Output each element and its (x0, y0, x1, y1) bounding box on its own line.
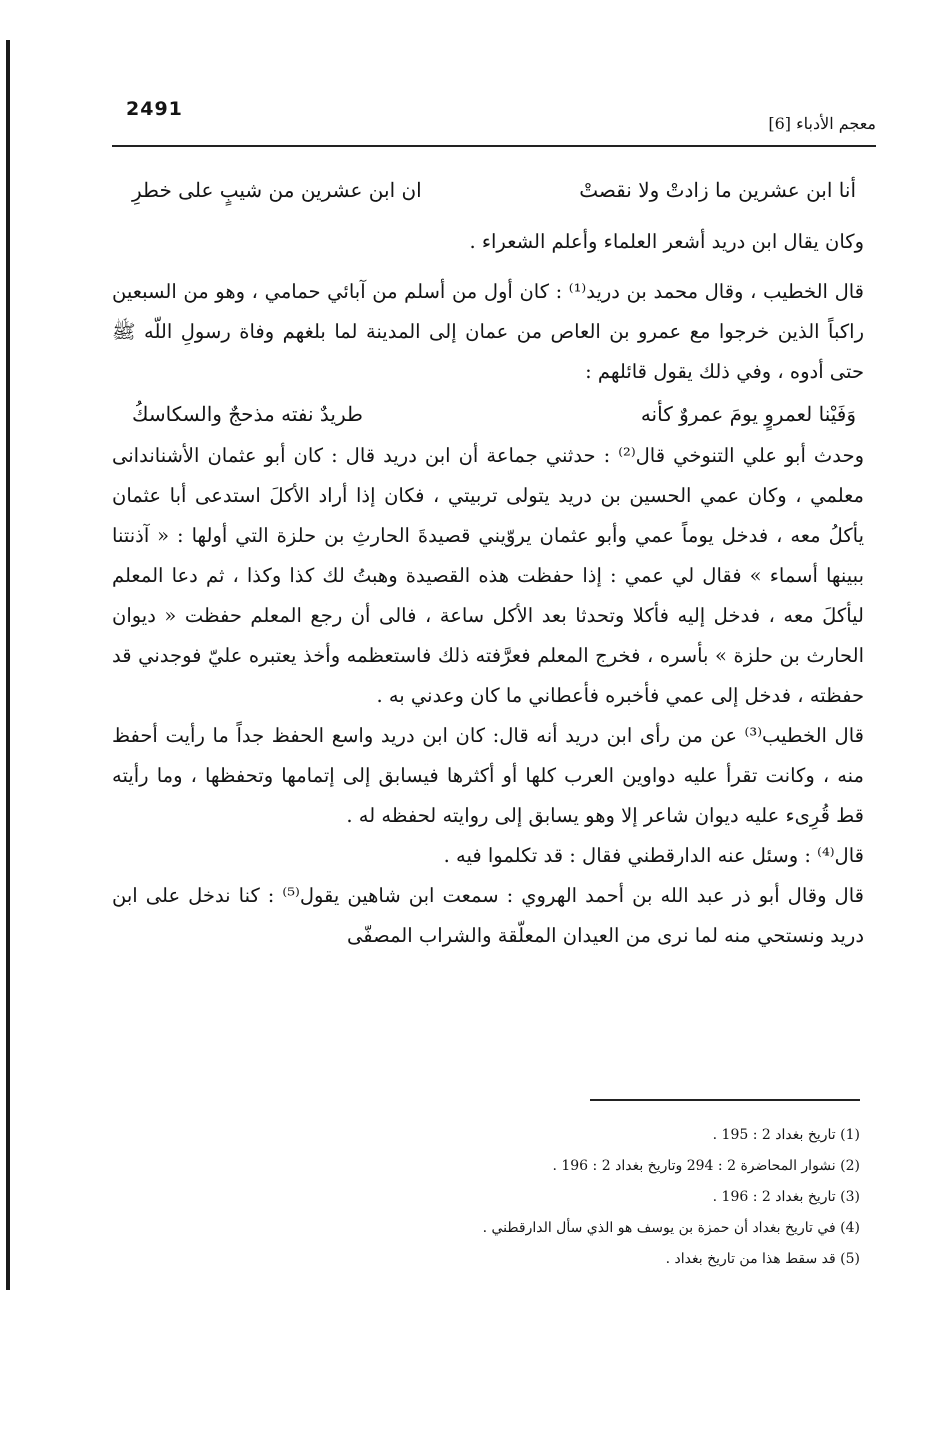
verse-1-first-hemistich: أنا ابن عشرين ما زادتْ ولا نقصتْ (579, 178, 856, 202)
footnote-2: (2) نشوار المحاضرة 2 : 294 وتاريخ بغداد 2 : 196 . (552, 1158, 860, 1174)
footnote-4: (4) في تاريخ بغداد أن حمزة بن يوسف هو الذي سأل الدارقطني . (482, 1220, 860, 1236)
verse-line-1 (112, 168, 864, 212)
verse-2-first-hemistich: وَفَيْنا لعمروٍ يومَ عمروٌ كأنه (640, 402, 856, 426)
left-margin-rule (6, 40, 10, 1290)
verse-line-2 (112, 392, 864, 436)
main-text (112, 168, 864, 956)
page-number: 2491 (126, 98, 183, 120)
footnote-3: (3) تاريخ بغداد 2 : 196 . (712, 1189, 860, 1205)
footnote-separator (590, 1099, 860, 1101)
footnote-1: (1) تاريخ بغداد 2 : 195 . (712, 1127, 860, 1143)
page-header (108, 96, 878, 138)
paragraph-6: قال وقال أبو ذر عبد الله بن أحمد الهروي : سمعت ابن شاهين يقول⁽⁵⁾ : كنا ندخل على ابن دريد ونستحي منه لما نرى من العيدان المعلّقة والشراب المصفّى (112, 884, 864, 947)
paragraph-1: وكان يقال ابن دريد أشعر العلماء وأعلم الشعراء . (469, 230, 864, 253)
paragraph-4: قال الخطيب⁽³⁾ عن من رأى ابن دريد أنه قال: كان ابن دريد واسع الحفظ جداً ما رأيت أحفظ منه ، وكانت تقرأ عليه دواوين العرب كلها أو أكثرها فيسابق إلى إتمامها وتحفظها ، وما رأيته قط قُرِىء عليه ديوان شاعر إلا وهو يسابق إلى روايته لحفظه له . (112, 724, 864, 827)
footnote-5: (5) قد سقط هذا من تاريخ بغداد . (665, 1251, 860, 1267)
footnotes (400, 1120, 860, 1275)
header-rule (112, 145, 876, 147)
paragraph-2: قال الخطيب ، وقال محمد بن دريد⁽¹⁾ : كان أول من أسلم من آبائي حمامي ، وهو من السبعين راكباً الذين خرجوا مع عمرو بن العاص من عمان إلى المدينة لما بلغهم وفاة رسولِ اللّه ﷺ حتى أدوه ، وفي ذلك يقول قائلهم : (112, 280, 865, 383)
verse-2-second-hemistich: طريدٌ نفته مذحجٌ والسكاسكُ (132, 402, 363, 426)
running-title: معجم الأدباء [6] (768, 114, 876, 133)
paragraph-3: وحدث أبو علي التنوخي قال⁽²⁾ : حدثني جماعة أن ابن دريد قال : كان أبو عثمان الأشناندانى معلمي ، وكان عمي الحسين بن دريد يتولى تربيتي ، فكان إذا أراد الأكلَ استدعى أبا عثمان يأكلُ معه ، فدخل يوماً عمي وأبو عثمان يروّيني قصيدةَ الحارثِ بن حلزة التي أولها : « آذنتنا ببينها أسماء » فقال لي عمي : إذا حفظت هذه القصيدة وهبتُ لك كذا وكذا ، ثم دعا المعلم ليأكلَ معه ، فدخل إليه فأكلا وتحدثا بعد الأكل ساعة ، فالى أن رجع المعلم حفظت « ديوان الحارث بن حلزة » بأسره ، فخرج المعلم فعرَّفته ذلك فاستعظمه وأخذ يعتبره عليّ فوجدني قد حفظته ، فدخل إلى عمي فأخبره فأعطاني ما كان وعدني به . (112, 444, 864, 707)
paragraph-5: قال⁽⁴⁾ : وسئل عنه الدارقطني فقال : قد تكلموا فيه . (443, 844, 864, 867)
verse-1-second-hemistich: ان ابن عشرين من شيبٍ على خطرِ (132, 178, 422, 202)
